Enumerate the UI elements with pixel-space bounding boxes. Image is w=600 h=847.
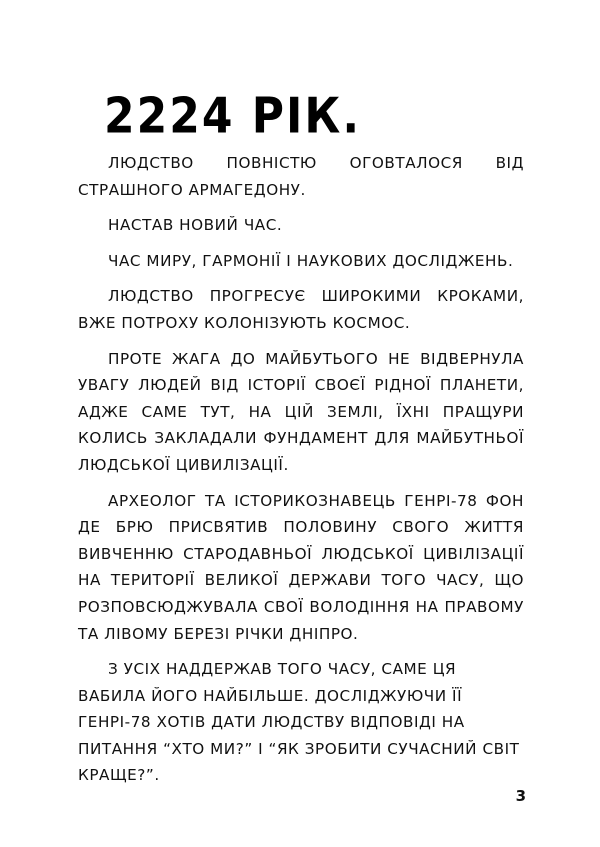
paragraph: З УСІХ НАДДЕРЖАВ ТОГО ЧАСУ, САМЕ ЦЯ ВАБИЛА ЙОГО НАЙБІЛЬШЕ. ДОСЛІДЖУЮЧИ ЇЇ ГЕНРІ-78 ХОТІВ ДАТИ ЛЮДСТВУ ВІДПОВІДІ НА ПИТАННЯ “ХТО МИ?” І “ЯК ЗРОБИТИ СУЧАСНИЙ СВІТ КРАЩЕ?”. <box>78 660 520 785</box>
body-text <box>78 150 524 789</box>
paragraph: ЛЮДСТВО ПРОГРЕСУЄ ШИРОКИМИ КРОКАМИ, ВЖЕ ПОТРОХУ КОЛОНІЗУЮТЬ КОСМОС. <box>78 287 524 332</box>
paragraph: АРХЕОЛОГ ТА ІСТОРИКОЗНАВЕЦЬ ГЕНРІ-78 ФОН ДЕ БРЮ ПРИСВЯТИВ ПОЛОВИНУ СВОГО ЖИТТЯ ВИВЧЕННЮ СТАРОДАВНЬОЇ ЛЮДСЬКОЇ ЦИВІЛІЗАЦІЇ НА ТЕРИТОРІЇ ВЕЛИКОЇ ДЕРЖАВИ ТОГО ЧАСУ, ЩО РОЗПОВСЮДЖУВАЛА СВОЇ ВОЛОДІННЯ НА ПРАВОМУ ТА ЛІВОМУ БЕРЕЗІ РІЧКИ ДНІПРО. <box>78 491 524 643</box>
paragraph: ЧАС МИРУ, ГАРМОНІЇ І НАУКОВИХ ДОСЛІДЖЕНЬ. <box>108 251 514 270</box>
paragraph: НАСТАВ НОВИЙ ЧАС. <box>108 216 283 235</box>
page-title: 2224 РІК. <box>104 88 362 146</box>
page-number: 3 <box>515 787 526 805</box>
paragraph: ПРОТЕ ЖАГА ДО МАЙБУТЬОГО НЕ ВІДВЕРНУЛА УВАГУ ЛЮДЕЙ ВІД ІСТОРІЇ СВОЄЇ РІДНОЇ ПЛАНЕТИ, АДЖЕ САМЕ ТУТ, НА ЦІЙ ЗЕМЛІ, ЇХНІ ПРАЩУРИ КОЛИСЬ ЗАКЛАДАЛИ ФУНДАМЕНТ ДЛЯ МАЙБУТНЬОЇ ЛЮДСЬКОЇ ЦИВИЛІЗАЦІЇ. <box>78 349 524 474</box>
paragraph: ЛЮДСТВО ПОВНІСТЮ ОГОВТАЛОСЯ ВІД СТРАШНОГО АРМАГЕДОНУ. <box>78 154 524 199</box>
